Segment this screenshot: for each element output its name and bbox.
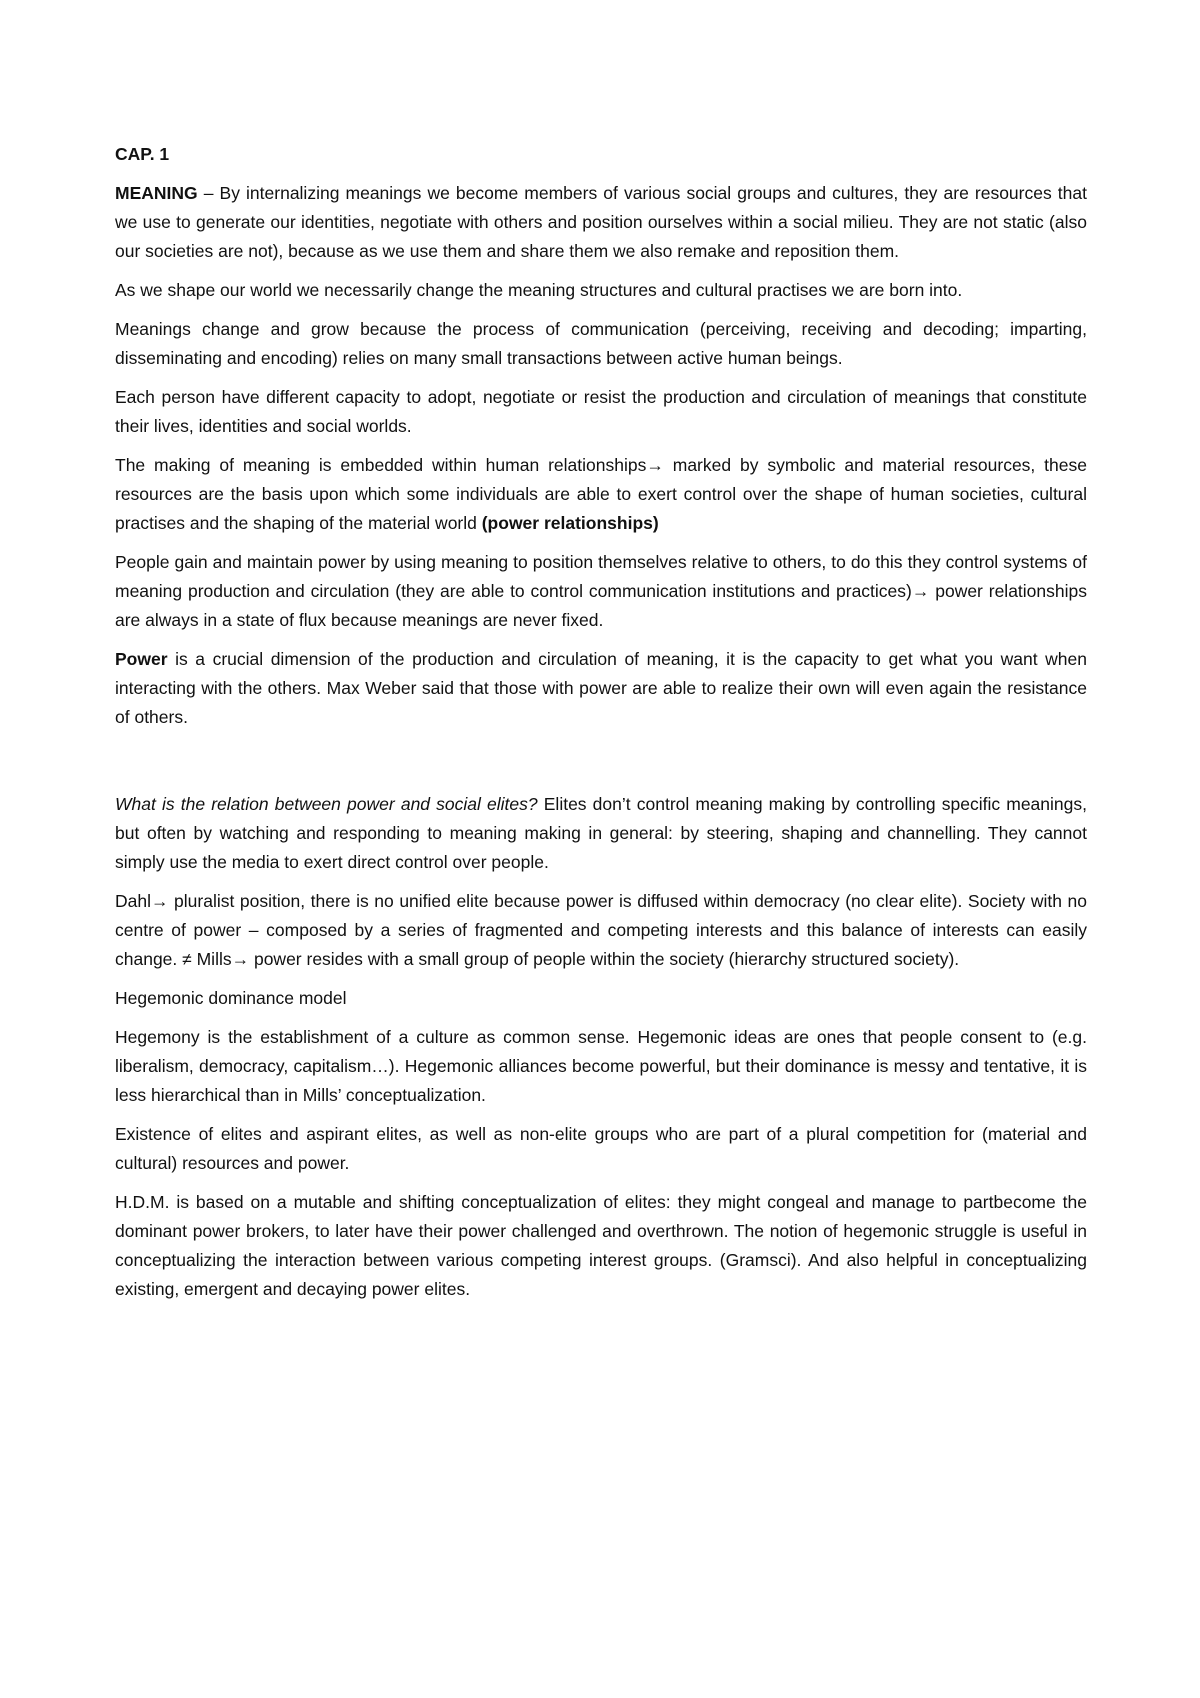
arrow-icon: → [231, 949, 250, 969]
paragraph-meanings-change: Meanings change and grow because the process of communication (perceiving, receiving and decoding; imparting, disseminating and encoding) relies on many small transactions between active human beings. [115, 319, 1087, 368]
paragraph-text: Elites don’t control meaning making by controlling specific meanings, but often by watching and responding to meaning making in general: by steering, shaping and channelling. They cannot simply use the media to exert direct control over people. [115, 794, 1087, 872]
arrow-icon: → [911, 581, 930, 601]
paragraph-text: marked by symbolic and material resources, these resources are the basis upon which some individuals are able to exert control over the shape of human societies, cultural practises and the shaping of the material world [115, 455, 1087, 533]
paragraph-each-person: Each person have different capacity to adopt, negotiate or resist the production and circulation of meanings that constitute their lives, identities and social worlds. [115, 387, 1087, 436]
paragraph-text: The making of meaning is embedded within human relationships [115, 455, 647, 475]
arrow-icon: → [646, 455, 664, 475]
paragraph-people-gain [115, 548, 1087, 635]
paragraph-text: is a crucial dimension of the production and circulation of meaning, it is the capacity to get what you want when interacting with the others. Max Weber said that those with power are able to realize their own will even again the resistance of others. [115, 649, 1087, 727]
paragraph-meaning [115, 179, 1087, 266]
paragraph-making-meaning [115, 451, 1087, 538]
subheading-hegemonic-model: Hegemonic dominance model [115, 988, 347, 1008]
paragraph-hegemony: Hegemony is the establishment of a culture as common sense. Hegemonic ideas are ones that people consent to (e.g. liberalism, democracy, capitalism…). Hegemonic alliances become powerful, but their dominance is messy and tentative, it is less hierarchical than in Mills’ conceptualization. [115, 1027, 1087, 1105]
paragraph-elites-question [115, 790, 1087, 877]
question-text: What is the relation between power and social elites? [115, 794, 538, 814]
bold-phrase: (power relationships) [481, 513, 659, 533]
paragraph-text: Dahl [115, 891, 151, 911]
paragraph-text: power relationships are always in a state of flux because meanings are never fixed. [115, 581, 1087, 630]
document-page [115, 140, 1087, 1314]
paragraph-existence-elites: Existence of elites and aspirant elites, as well as non-elite groups who are part of a plural competition for (material and cultural) resources and power. [115, 1124, 1087, 1173]
section-spacer [115, 742, 1087, 790]
paragraph-power [115, 645, 1087, 732]
arrow-icon: → [151, 891, 169, 911]
term-power: Power [115, 649, 168, 669]
paragraph-text: People gain and maintain power by using meaning to position themselves relative to others, to do this they control systems of meaning production and circulation (they are able to control communication institutions and practices) [115, 552, 1087, 601]
paragraph-text: – By internalizing meanings we become members of various social groups and cultures, they are resources that we use to generate our identities, negotiate with others and position ourselves within a social milieu. They are not static (also our societies are not), because as we use them and share them we also remake and reposition them. [115, 183, 1087, 261]
term-meaning: MEANING [115, 183, 198, 203]
paragraph-text: pluralist position, there is no unified elite because power is diffused within democracy (no clear elite). Society with no centre of power – composed by a series of fragmented and competing interests and this balance of interests can easily change. ≠ Mills [115, 891, 1087, 969]
paragraph-text: power resides with a small group of people within the society (hierarchy structured society). [249, 949, 960, 969]
chapter-heading: CAP. 1 [115, 144, 170, 164]
paragraph-hdm: H.D.M. is based on a mutable and shifting conceptualization of elites: they might congeal and manage to partbecome the dominant power brokers, to later have their power challenged and overthrown. The notion of hegemonic struggle is useful in conceptualizing the interaction between various competing interest groups. (Gramsci). And also helpful in conceptualizing existing, emergent and decaying power elites. [115, 1192, 1087, 1299]
paragraph-dahl-mills [115, 887, 1087, 974]
paragraph-shape-world: As we shape our world we necessarily change the meaning structures and cultural practises we are born into. [115, 280, 963, 300]
